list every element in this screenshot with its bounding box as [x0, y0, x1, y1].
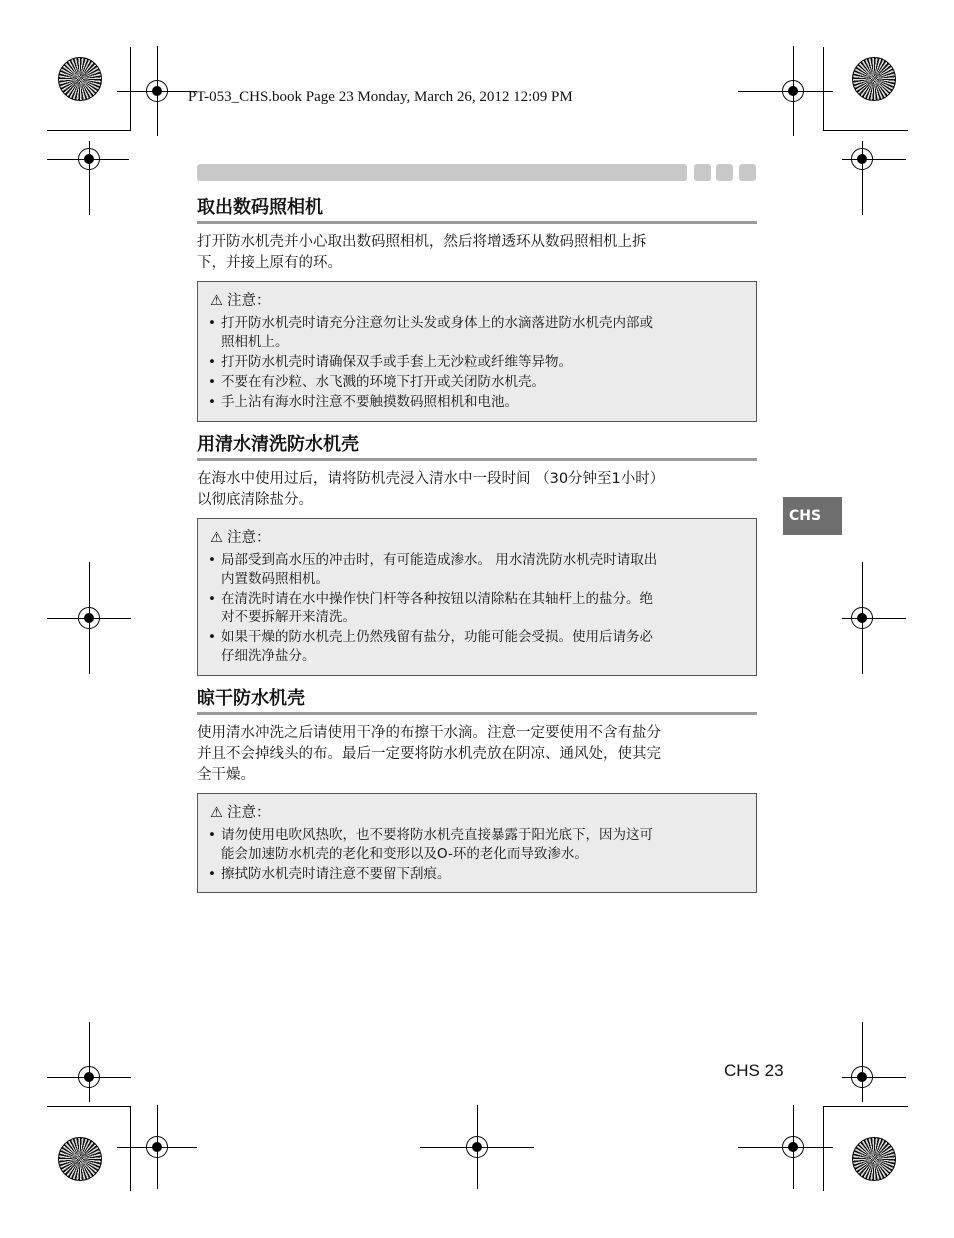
caution-text: 仔细洗净盐分。 [221, 647, 316, 664]
bullet-icon: • [208, 629, 216, 645]
color-bar-sunburst-icon [58, 57, 102, 101]
color-bar-sunburst-icon [852, 57, 896, 101]
caution-text: 能会加速防水机壳的老化和变形以及O-环的老化而导致渗水。 [221, 845, 588, 862]
caution-title-text: 注意： [227, 293, 271, 309]
header-square [694, 164, 711, 181]
color-bar-sunburst-icon [58, 1137, 102, 1181]
caution-text: 如果干燥的防水机壳上仍然残留有盐分，功能可能会受损。使用后请务必 [221, 629, 653, 645]
warning-triangle-icon: ⚠ [210, 293, 223, 309]
caution-text: 对不要拆解开来清洗。 [221, 609, 356, 625]
page-number: CHS 23 [724, 1061, 784, 1080]
caution-text: 打开防水机壳时请充分注意勿让头发或身体上的水滴落进防水机壳内部或 [221, 315, 653, 331]
paragraph-line: 全干燥。 [197, 767, 255, 783]
caution-item [206, 628, 746, 665]
language-tab: CHS [783, 497, 842, 535]
paragraph-line: 并且不会掉线头的布。最后一定要将防水机壳放在阴凉、通风处，使其完 [197, 746, 661, 762]
bullet-icon: • [208, 373, 216, 390]
section-heading: 取出数码照相机 [197, 196, 757, 224]
header-bar [197, 164, 687, 181]
caution-item [206, 393, 746, 412]
paragraph-line: 下，并接上原有的环。 [197, 255, 342, 271]
file-header: PT-053_CHS.book Page 23 Monday, March 26, 2012 12:09 PM [188, 89, 573, 105]
caution-text: 局部受到高水压的冲击时，有可能造成渗水。 用水清洗防水机壳时请取出 [221, 552, 658, 568]
caution-text: 请勿使用电吹风热吹，也不要将防水机壳直接暴露于阳光底下，因为这可 [221, 827, 653, 843]
warning-triangle-icon: ⚠ [210, 530, 223, 546]
caution-text: 擦拭防水机壳时请注意不要留下刮痕。 [221, 865, 451, 882]
section-paragraph [197, 232, 757, 274]
section-paragraph [197, 469, 757, 511]
bullet-icon: • [208, 590, 216, 607]
caution-text: 内置数码照相机。 [221, 570, 329, 587]
header-square [716, 164, 733, 181]
caution-item [206, 865, 746, 884]
caution-title [210, 291, 746, 311]
paragraph-line: 打开防水机壳并小心取出数码照相机，然后将增透环从数码照相机上拆 [197, 234, 647, 250]
caution-title-text: 注意： [227, 805, 271, 821]
bullet-icon: • [208, 393, 216, 410]
bullet-icon: • [208, 353, 216, 370]
caution-item [206, 353, 746, 372]
bullet-icon: • [208, 827, 216, 843]
caution-item [206, 590, 746, 627]
section-heading: 晾干防水机壳 [197, 687, 757, 715]
caution-box [197, 793, 757, 893]
caution-box [197, 518, 757, 676]
caution-title [210, 528, 746, 548]
caution-item [206, 826, 746, 863]
paragraph-line: 在海水中使用过后，请将防机壳浸入清水中一段时间 （30分钟至1小时） [197, 471, 665, 487]
caution-item [206, 373, 746, 392]
caution-text: 照相机上。 [221, 333, 289, 350]
section-paragraph [197, 723, 757, 786]
caution-text: 打开防水机壳时请确保双手或手套上无沙粒或纤维等异物。 [221, 353, 572, 370]
bullet-icon: • [208, 315, 216, 331]
warning-triangle-icon: ⚠ [210, 805, 223, 821]
color-bar-sunburst-icon [852, 1137, 896, 1181]
section-heading: 用清水清洗防水机壳 [197, 433, 757, 461]
caution-text: 不要在有沙粒、水飞溅的环境下打开或关闭防水机壳。 [221, 373, 545, 390]
caution-box [197, 281, 757, 422]
caution-text: 在清洗时请在水中操作快门杆等各种按钮以清除粘在其轴杆上的盐分。绝 [221, 590, 653, 607]
paragraph-line: 以彻底清除盐分。 [197, 492, 313, 508]
bullet-icon: • [208, 865, 216, 882]
bullet-icon: • [208, 552, 216, 568]
caution-text: 手上沾有海水时注意不要触摸数码照相机和电池。 [221, 393, 518, 410]
caution-item [206, 551, 746, 588]
caution-title [210, 803, 746, 823]
paragraph-line: 使用清水冲洗之后请使用干净的布擦干水滴。注意一定要使用不含有盐分 [197, 725, 661, 741]
caution-item [206, 314, 746, 351]
header-square [739, 164, 756, 181]
caution-title-text: 注意： [227, 530, 271, 546]
